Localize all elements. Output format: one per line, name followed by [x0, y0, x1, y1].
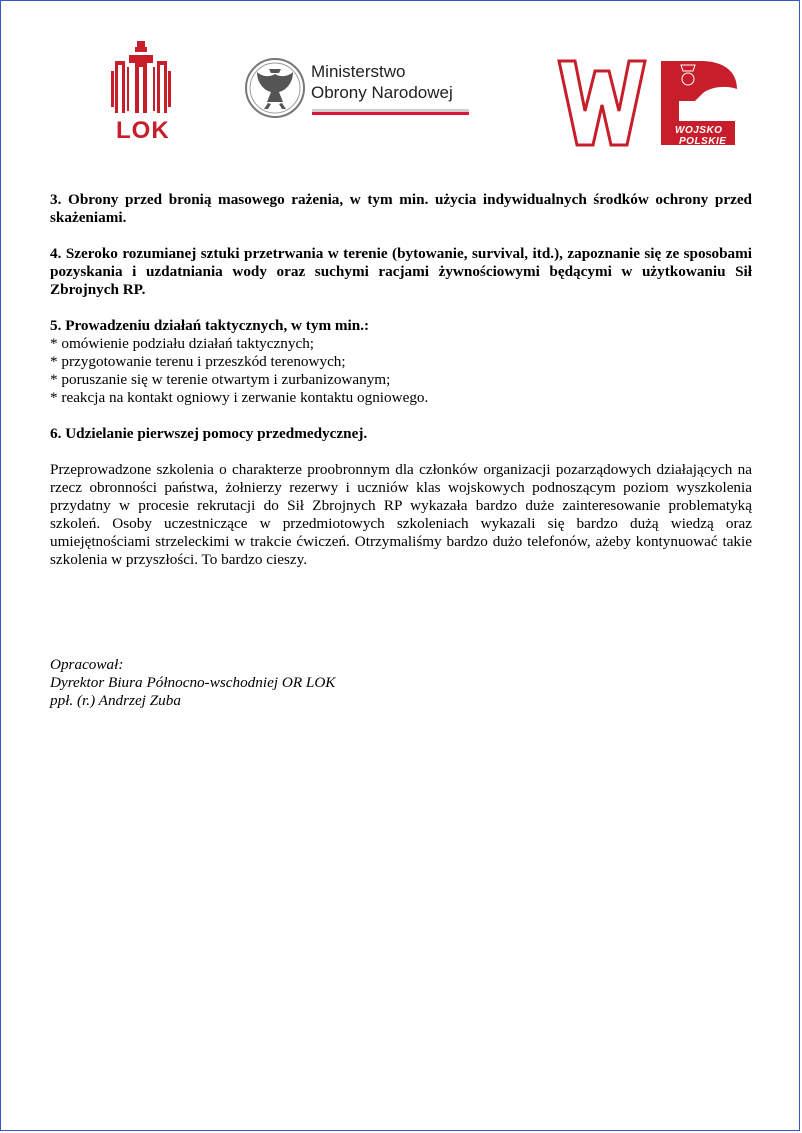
wp-logo-line2: POLSKIE: [679, 136, 727, 147]
section-number: 6.: [50, 425, 62, 442]
signature-line2: Dyrektor Biura Północno-wschodniej OR LOK: [50, 674, 336, 691]
mon-logo: [244, 57, 474, 121]
signature-block: [50, 656, 335, 710]
summary-paragraph: Przeprowadzone szkolenia o charakterze proobronnym dla członków organizacji pozarządowych działających na rzecz obronności państwa, żołnierzy rezerwy i uczniów klas wojskowych podnoszącym poziom wyszkolenia przydatny w procesie rekrutacji do Sił Zbrojnych RP wykazała bardzo duże zainteresowanie problematyką szkoleń. Osoby uczestniczące w przedmiotowych szkoleniach wykazali się bardzo dużą wiedzą oraz umiejętnościami strzeleckimi w trakcie ćwiczeń. Otrzymaliśmy bardzo dużo telefonów, ażeby kontynuować takie szkolenia w przyszłości. To bardzo cieszy.: [50, 461, 752, 568]
section-4: [50, 245, 752, 299]
mon-logo-line1: Ministerstwo: [311, 62, 406, 81]
list-item: * przygotowanie terenu i przeszkód terenowych;: [50, 353, 346, 370]
mon-logo-line2: Obrony Narodowej: [311, 83, 453, 102]
lok-eagle-icon: [111, 41, 171, 119]
list-item: * reakcja na kontakt ogniowy i zerwanie kontaktu ogniowego.: [50, 389, 429, 406]
lok-logo-text: LOK: [116, 117, 170, 144]
section-heading: [50, 317, 752, 335]
document-body: [50, 191, 752, 587]
section-6: [50, 425, 752, 443]
section-number: 4.: [50, 245, 62, 262]
signature-line3: ppł. (r.) Andrzej Zuba: [50, 692, 181, 709]
list-item: * poruszanie się w terenie otwartym i zurbanizowanym;: [50, 371, 391, 388]
wp-logo-line1: WOJSKO: [675, 125, 723, 136]
section-3: [50, 191, 752, 227]
polish-flag-stripe: [312, 109, 469, 115]
section-text: Szeroko rozumianej sztuki przetrwania w terenie (bytowanie, survival, itd.), zapoznanie się ze sposobami pozyskania i uzdatniania wody oraz suchymi racjami żywnościowymi będącymi w użytkowaniu Sił Zbrojnych RP.: [50, 245, 753, 298]
signature-line1: Opracował:: [50, 656, 124, 673]
wojsko-polskie-logo: [557, 59, 739, 147]
list-item: * omówienie podziału działań taktycznych;: [50, 335, 315, 352]
logo-header: [1, 1, 799, 161]
section-number: 5.: [50, 317, 62, 334]
section-text: Udzielanie pierwszej pomocy przedmedycznej.: [65, 425, 368, 442]
section-5: [50, 317, 752, 407]
mon-eagle-emblem-icon: [244, 57, 306, 119]
section-text: Obrony przed bronią masowego rażenia, w tym min. użycia indywidualnych środków ochrony przed skażeniami.: [50, 191, 753, 226]
section-text: Prowadzeniu działań taktycznych, w tym min.:: [65, 317, 370, 334]
lok-logo: [111, 41, 171, 149]
section-number: 3.: [50, 191, 62, 208]
